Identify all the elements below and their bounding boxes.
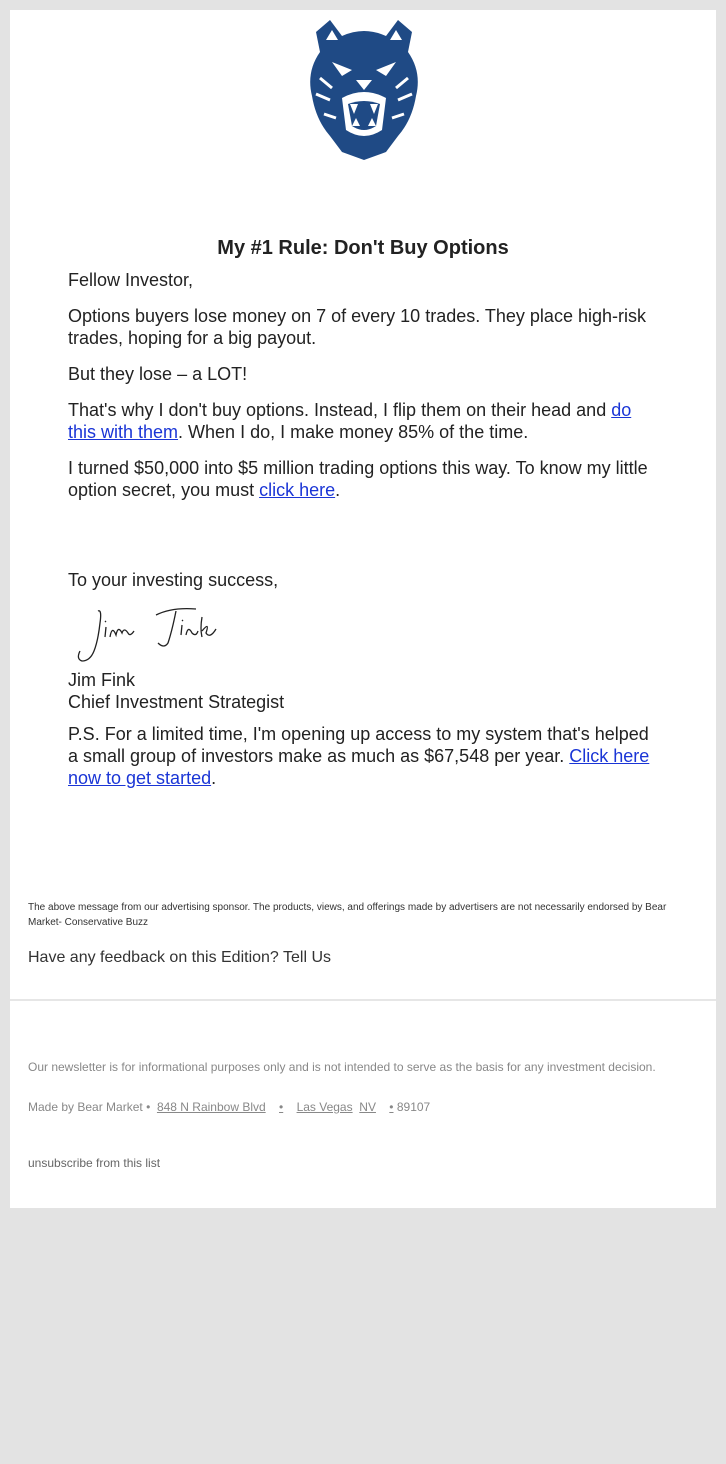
footer-address <box>28 1100 430 1114</box>
paragraph-option-secret <box>68 457 654 501</box>
bullet: • <box>146 1100 151 1114</box>
text-segment: . When I do, I make money 85% of the time. <box>178 422 529 442</box>
unsubscribe-link[interactable]: unsubscribe from this list <box>28 1156 161 1170</box>
author-name: Jim Fink <box>68 670 135 690</box>
feedback-link[interactable] <box>28 949 331 967</box>
text-segment: I turned $50,000 into $5 million trading options this way. To know my little option secret, you must <box>68 458 648 500</box>
feedback-text: Have any feedback on this Edition? Tell Us <box>28 949 331 966</box>
city-link[interactable]: Las Vegas <box>296 1100 353 1114</box>
zip: 89107 <box>396 1100 431 1114</box>
bullet: • <box>389 1100 394 1114</box>
signature-image <box>72 603 222 665</box>
text-segment: P.S. For a limited time, I'm opening up access to my system that's helped a small group of investors make as much as $67,548 per year. <box>68 724 649 766</box>
paragraph-flip-options <box>68 399 654 443</box>
bear-logo-icon <box>302 18 426 160</box>
paragraph-lose-a-lot: But they lose – a LOT! <box>68 364 248 384</box>
click-here-link[interactable]: click here <box>259 480 336 500</box>
greeting: Fellow Investor, <box>68 270 194 290</box>
paragraph-loss-rate: Options buyers lose money on 7 of every 10 trades. They place high-risk trades, hoping for a big payout. <box>68 306 646 348</box>
bullet: • <box>279 1100 284 1114</box>
ps-paragraph <box>68 723 654 789</box>
closing-line: To your investing success, <box>68 570 279 590</box>
footer-note: Our newsletter is for informational purposes only and is not intended to serve as the basis for any investment decision. <box>28 1060 656 1074</box>
signature-text: Jim Fink <box>72 603 76 604</box>
divider <box>10 999 716 1001</box>
author-title: Chief Investment Strategist <box>68 692 285 712</box>
headline: My #1 Rule: Don't Buy Options <box>217 237 509 259</box>
text-segment: That's why I don't buy options. Instead, I flip them on their head and <box>68 400 612 420</box>
made-by: Made by Bear Market <box>28 1100 143 1114</box>
text-segment: . <box>335 480 341 500</box>
email-card <box>10 10 716 1208</box>
do-this-link[interactable]: do this with them <box>68 400 632 442</box>
get-started-link[interactable]: Click here now to get started <box>68 746 650 788</box>
sponsor-disclaimer: The above message from our advertising sponsor. The products, views, and offerings made by advertisers are not necessarily endorsed by Bear Market- Conservative Buzz <box>28 902 667 928</box>
text-segment: . <box>211 768 217 788</box>
state-link[interactable]: NV <box>359 1100 376 1114</box>
street-link[interactable]: 848 N Rainbow Blvd <box>156 1100 266 1114</box>
